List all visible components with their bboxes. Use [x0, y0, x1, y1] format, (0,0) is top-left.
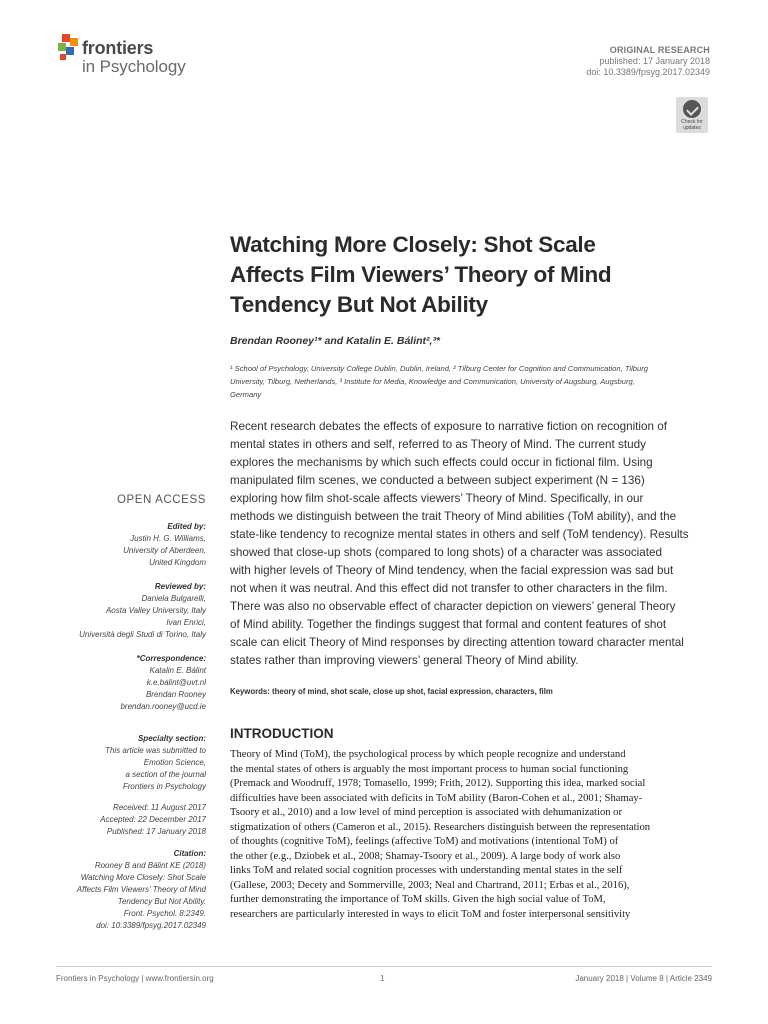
citation-line: Affects Film Viewers’ Theory of Mind: [76, 885, 206, 894]
specialty-line: Emotion Science,: [143, 758, 206, 767]
section-heading-introduction: INTRODUCTION: [230, 726, 334, 741]
intro-line: (Gallese, 2003; Decety and Sommerville, 2003; Neal and Chartrand, 2011; Erbas et al., 2016),: [230, 879, 630, 891]
footer-divider: [56, 966, 712, 967]
abstract-line: exploring how film shot-scale affects viewers’ Theory of Mind. Specifically, in our: [230, 492, 644, 505]
intro-line: Theory of Mind (ToM), the psychological process by which people recognize and understand: [230, 749, 626, 760]
logo-journal-name: in Psychology: [82, 57, 186, 76]
intro-line: difficulties have been associated with deficits in ToM ability (Baron-Cohen et al., 2001; Shamay-: [230, 792, 643, 804]
editor-line[interactable]: Justin H. G. Williams,: [130, 534, 206, 543]
frontiers-logo-icon: [56, 34, 82, 64]
correspondence-email[interactable]: brendan.rooney@ucd.ie: [120, 702, 206, 711]
reviewed-by: [79, 581, 206, 641]
intro-line: researchers are particularly interested in ways to elicit ToM and foster interpersonal sensitivity: [230, 909, 631, 921]
affiliations: [230, 362, 710, 401]
footer-journal-link[interactable]: Frontiers in Psychology | www.frontiersin.org: [56, 974, 214, 983]
dates: [100, 802, 206, 838]
footer-issue-info: January 2018 | Volume 8 | Article 2349: [575, 974, 712, 983]
citation-heading: Citation:: [173, 849, 206, 858]
intro-line: links ToM and related social cognition processes with understanding mental states in the self: [230, 865, 623, 877]
citation-line: Watching More Closely: Shot Scale: [80, 873, 206, 882]
affiliation-line: ¹ School of Psychology, University College Dublin, Dublin, Ireland, ² Tilburg Center for Cognition and Communication, Tilburg: [230, 364, 648, 373]
citation-line: Tendency But Not Ability.: [117, 897, 206, 906]
abstract-line: scale can elicit Theory of Mind responses by directing attention toward character mental: [230, 636, 684, 649]
doi-link[interactable]: doi: 10.3389/fpsyg.2017.02349: [586, 67, 710, 77]
abstract-line: showed that close-up shots (compared to long shots) of a character was associated: [230, 546, 663, 559]
abstract-line: mental states in others and self, referred to as Theory of Mind. The current study: [230, 438, 646, 451]
intro-line: the other (e.g., Dziobek et al., 2008; Shamay-Tsoory et al., 2009). A large body of work also: [230, 850, 621, 862]
open-access-label: OPEN ACCESS: [116, 494, 206, 506]
specialty-line: This article was submitted to: [105, 746, 206, 755]
check-label-2: updates: [683, 125, 701, 131]
journal-logo[interactable]: [56, 34, 216, 84]
correspondence-line: Katalin E. Bálint: [149, 666, 206, 675]
edited-by: [123, 521, 206, 569]
article-type: ORIGINAL RESEARCH: [609, 45, 710, 55]
abstract-line: Recent research debates the effects of exposure to narrative fiction on recognition of: [230, 420, 668, 433]
article-meta: [586, 45, 710, 78]
abstract-line: with higher levels of Theory of Mind tendency, when the facial expression was sad but: [230, 564, 674, 577]
reviewer-line[interactable]: Daniela Bulgarelli,: [141, 594, 206, 603]
page-number: 1: [380, 974, 385, 983]
abstract-line: There was also no observable effect of character depiction on viewers’ general Theory: [230, 600, 676, 613]
received-date: Received: 11 August 2017: [113, 803, 206, 812]
abstract-line: of Mind ability. Together the findings suggest that formal and content features of shot: [230, 618, 667, 631]
correspondence-email[interactable]: k.e.balint@uvt.nl: [146, 678, 206, 687]
affiliation-line: University, Tilburg, Netherlands, ³ Institute for Media, Knowledge and Communication, University of Augsburg, Augsburg,: [230, 377, 635, 386]
authors[interactable]: Brendan Rooney¹* and Katalin E. Bálint²,³*: [230, 335, 441, 347]
abstract-line: methods we distinguish between the trait Theory of Mind abilities (ToM ability), and the: [230, 510, 677, 523]
accepted-date: Accepted: 22 December 2017: [100, 815, 206, 824]
intro-line: the mental states of others is arguably the most important process to human social functioning: [230, 763, 629, 775]
abstract-line: state-like tendency to recognize mental states in others and self (ToM tendency). Results: [230, 528, 689, 541]
citation-doi[interactable]: doi: 10.3389/fpsyg.2017.02349: [96, 921, 206, 930]
published-date: published: 17 January 2018: [599, 56, 710, 66]
intro-line: further demonstrating the importance of ToM skills. Given the high social value of ToM,: [230, 894, 606, 906]
abstract-line: explores the mechanisms by which such effects could occur in fictional film. Using: [230, 456, 653, 469]
title-line: Tendency But Not Ability: [230, 292, 488, 317]
reviewer-line: Aosta Valley University, Italy: [105, 606, 206, 615]
keywords: Keywords: theory of mind, shot scale, close up shot, facial expression, characters, film: [230, 687, 553, 696]
reviewer-line[interactable]: Ivan Enrici,: [166, 618, 206, 627]
article-title: [230, 230, 710, 320]
intro-line: of thoughts (cognitive ToM), feelings (affective ToM) and motivations (intentional ToM) of: [230, 836, 619, 848]
correspondence-line: Brendan Rooney: [145, 690, 206, 699]
check-for-updates-button[interactable]: [676, 97, 708, 133]
check-icon: [683, 100, 701, 118]
citation-line: Front. Psychol. 8:2349.: [123, 909, 206, 918]
editor-line: United Kingdom: [149, 558, 206, 567]
citation: [77, 848, 206, 932]
abstract-line: states rather than improving viewers’ general Theory of Mind ability.: [230, 654, 579, 667]
title-line: Watching More Closely: Shot Scale: [230, 232, 596, 257]
check-label-1: Check for: [681, 119, 703, 125]
specialty-section: [105, 733, 206, 793]
specialty-line: Frontiers in Psychology: [122, 782, 206, 791]
logo-wordmark: frontiers: [82, 38, 154, 58]
published-date-side: Published: 17 January 2018: [106, 827, 206, 836]
reviewer-line: Università degli Studi di Torino, Italy: [79, 630, 206, 639]
reviewed-by-heading: Reviewed by:: [154, 582, 206, 591]
abstract-line: not when it was neutral. And this effect did not transfer to other characters in the film.: [230, 582, 668, 595]
specialty-heading: Specialty section:: [137, 734, 206, 743]
correspondence-heading: *Correspondence:: [136, 654, 206, 663]
specialty-line: a section of the journal: [125, 770, 206, 779]
abstract: [230, 418, 711, 670]
citation-line: Rooney B and Bálint KE (2018): [94, 861, 206, 870]
title-line: Affects Film Viewers’ Theory of Mind: [230, 262, 612, 287]
intro-line: stigmatization of others (Cameron et al., 2015). Researchers distinguish between the representation: [230, 821, 651, 833]
affiliation-line: Germany: [230, 390, 262, 399]
correspondence: [120, 653, 206, 713]
editor-line: University of Aberdeen,: [123, 546, 206, 555]
introduction-body: [230, 748, 711, 923]
abstract-line: manipulated film scenes, we conducted a between subject experiment (N = 136): [230, 474, 645, 487]
intro-line: Tsoory et al., 2010) and a low level of mind perception is associated with dehumanization or: [230, 807, 623, 819]
edited-by-heading: Edited by:: [167, 522, 206, 531]
intro-line: (Premack and Woodruff, 1978; Tomasello, 1999; Frith, 2012). Supporting this idea, marked social: [230, 778, 646, 790]
